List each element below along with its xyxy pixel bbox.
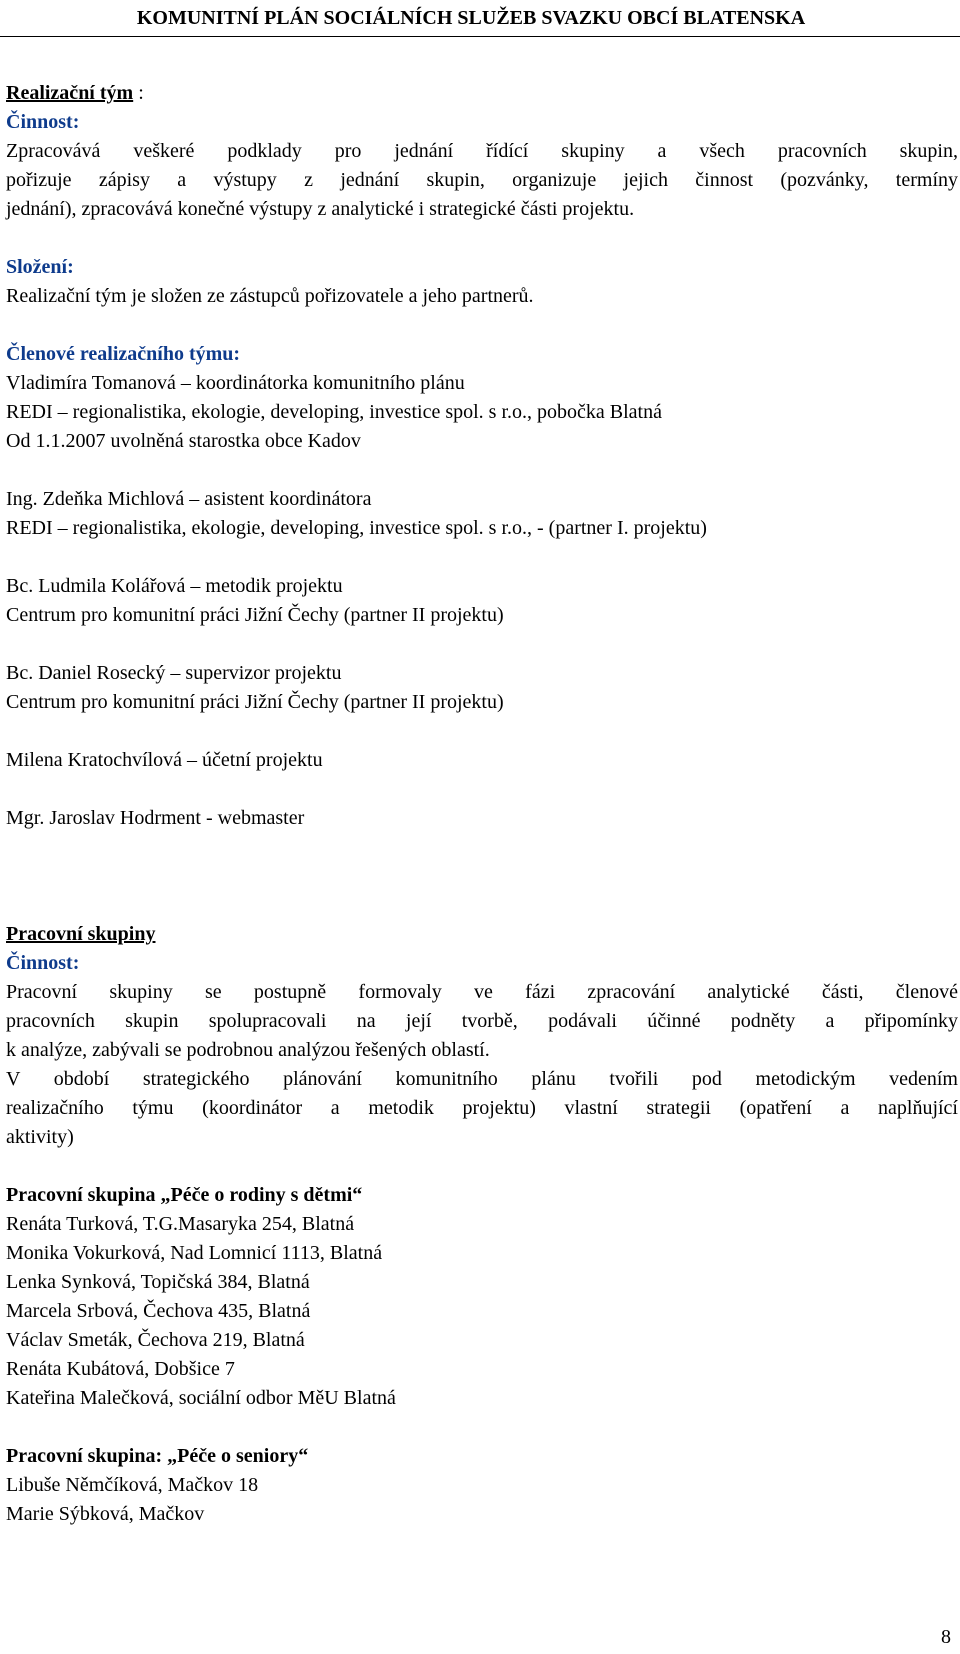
group-title: Pracovní skupina „Péče o rodiny s dětmi“ — [6, 1184, 363, 1206]
member-line: Bc. Ludmila Kolářová – metodik projektu — [6, 575, 343, 597]
member-line: Bc. Daniel Rosecký – supervizor projektu — [6, 662, 342, 684]
section-heading-realizacni-tym: Realizační tým : — [6, 82, 144, 104]
member-line: Centrum pro komunitní práci Jižní Čechy (partner II projektu) — [6, 691, 504, 713]
group-member: Kateřina Malečková, sociální odbor MěU Blatná — [6, 1387, 396, 1409]
cinnost-label: Činnost: — [6, 111, 80, 133]
page-header — [0, 2, 960, 37]
group-member: Monika Vokurková, Nad Lomnicí 1113, Blatná — [6, 1242, 383, 1264]
paragraph-line: V období strategického plánování komunitního plánu tvořili pod metodickým vedením — [6, 1068, 958, 1090]
member-line: Vladimíra Tomanová – koordinátorka komunitního plánu — [6, 372, 465, 394]
section-heading-pracovni-skupiny: Pracovní skupiny — [6, 923, 156, 945]
paragraph-line: aktivity) — [6, 1126, 74, 1148]
group-member: Marie Sýbková, Mačkov — [6, 1503, 205, 1525]
cinnost-line: pořizuje zápisy a výstupy z jednání skupin, organizuje jejich činnost (pozvánky, termíny — [6, 169, 958, 191]
document-body — [6, 79, 958, 1529]
member-line: Od 1.1.2007 uvolněná starostka obce Kadov — [6, 430, 361, 452]
group-member: Renáta Kubátová, Dobšice 7 — [6, 1358, 235, 1380]
slozeni-label: Složení: — [6, 256, 74, 278]
cinnost-line: jednání), zpracovává konečné výstupy z analytické i strategické části projektu. — [6, 198, 635, 220]
group-member: Václav Smeták, Čechova 219, Blatná — [6, 1329, 305, 1351]
member-line: Milena Kratochvílová – účetní projektu — [6, 749, 323, 771]
group-member: Renáta Turková, T.G.Masaryka 254, Blatná — [6, 1213, 355, 1235]
cinnost-line: Zpracovává veškeré podklady pro jednání řídící skupiny a všech pracovních skupin, — [6, 140, 958, 162]
page-number: 8 — [941, 1626, 951, 1648]
cinnost-label: Činnost: — [6, 952, 80, 974]
paragraph-line: k analýze, zabývali se podrobnou analýzou řešených oblastí. — [6, 1039, 490, 1061]
member-line: REDI – regionalistika, ekologie, developing, investice spol. s r.o., pobočka Blatná — [6, 401, 662, 423]
clenove-label: Členové realizačního týmu: — [6, 343, 241, 365]
paragraph-line: Pracovní skupiny se postupně formovaly ve fázi zpracování analytické části, členové — [6, 981, 958, 1003]
slozeni-text: Realizační tým je složen ze zástupců pořizovatele a jeho partnerů. — [6, 285, 534, 307]
member-line: Mgr. Jaroslav Hodrment - webmaster — [6, 807, 305, 829]
group-title: Pracovní skupina: „Péče o seniory“ — [6, 1445, 309, 1467]
paragraph-line: pracovních skupin spolupracovali na její tvorbě, podávali účinné podněty a připomínky — [6, 1010, 958, 1032]
member-line: Centrum pro komunitní práci Jižní Čechy (partner II projektu) — [6, 604, 504, 626]
member-line: Ing. Zdeňka Michlová – asistent koordinátora — [6, 488, 372, 510]
header-title: KOMUNITNÍ PLÁN SOCIÁLNÍCH SLUŽEB SVAZKU OBCÍ BLATENSKA — [136, 7, 806, 29]
group-member: Lenka Synková, Topičská 384, Blatná — [6, 1271, 310, 1293]
member-line: REDI – regionalistika, ekologie, developing, investice spol. s r.o., - (partner I. projektu) — [6, 517, 707, 539]
group-member: Libuše Němčíková, Mačkov 18 — [6, 1474, 259, 1496]
paragraph-line: realizačního týmu (koordinátor a metodik projektu) vlastní strategii (opatření a naplňující — [6, 1097, 958, 1119]
group-member: Marcela Srbová, Čechova 435, Blatná — [6, 1300, 311, 1322]
